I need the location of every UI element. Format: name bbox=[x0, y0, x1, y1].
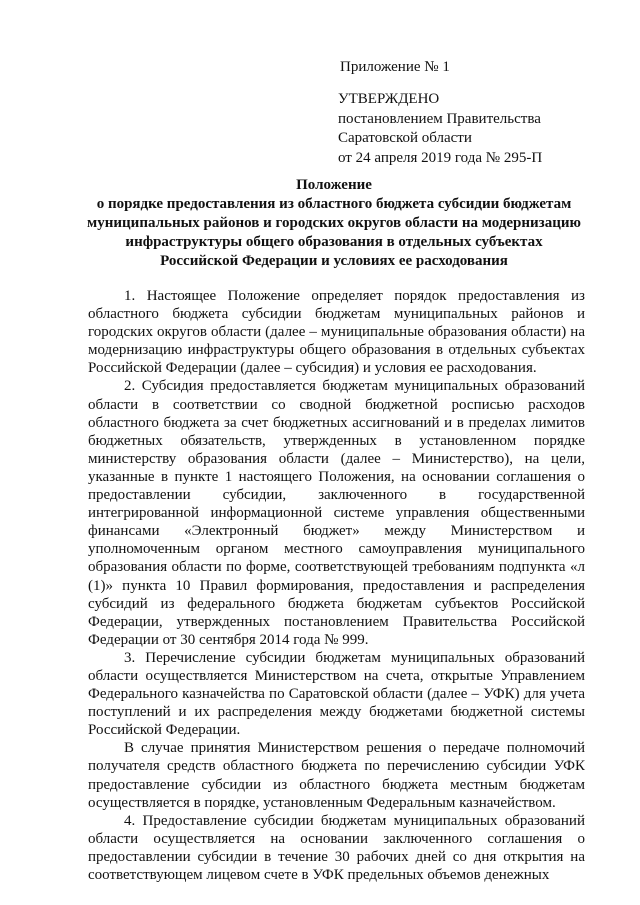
approval-heading: УТВЕРЖДЕНО bbox=[338, 91, 440, 107]
approval-line: постановлением Правительства bbox=[338, 110, 541, 127]
paragraph: 4. Предоставление субсидии бюджетам муниципальных образований области осуществляется на основании заключенного соглашения о предоставлении субсидии в течение 30 рабочих дней со дня открытия на соответствующем лицевом счете в УФК предельных объемов денежных bbox=[88, 812, 585, 883]
approval-date-line: от 24 апреля 2019 года № 295-П bbox=[338, 149, 543, 166]
document-body bbox=[88, 287, 585, 884]
title-line: о порядке предоставления из областного бюджета субсидии бюджетам bbox=[96, 196, 572, 212]
title-line: Положение bbox=[296, 177, 372, 193]
appendix-label: Приложение № 1 bbox=[340, 59, 450, 75]
paragraph: 2. Субсидия предоставляется бюджетам муниципальных образований области в соответствии со сводной бюджетной росписью расходов областного бюджета за счет бюджетных ассигнований и в пределах лимитов бюджетных обязательств, утвержденных в установленном порядке министерству образования области (далее – Министерство), на цели, указанные в пункте 1 настоящего Положения, на основании соглашения о предоставлении субсидии, заключенного в государственной интегрированной информационной системе управления общественными финансами «Электронный бюджет» между Министерством и уполномоченным органом местного самоуправления муниципального образования области по форме, соответствующей требованиям подпункта «л (1)» пункта 10 Правил формирования, предоставления и распределения субсидий из федерального бюджета бюджетам субъектов Российской Федерации, утвержденных постановлением Правительства Российской Федерации от 30 сентября 2014 года № 999. bbox=[88, 378, 585, 648]
document-title bbox=[60, 176, 608, 271]
title-line: муниципальных районов и городских округов области на модернизацию bbox=[87, 215, 581, 231]
title-line: инфраструктуры общего образования в отдельных субъектах bbox=[125, 234, 543, 250]
title-line: Российской Федерации и условиях ее расходования bbox=[160, 253, 508, 269]
paragraph: В случае принятия Министерством решения о передаче полномочий получателя средств областного бюджета по перечислению субсидии УФК предоставление субсидии из областного бюджета местным бюджетам осуществляется в порядке, установленным Федеральным казначейством. bbox=[88, 740, 585, 811]
approval-stamp bbox=[338, 90, 542, 168]
paragraph: 3. Перечисление субсидии бюджетам муниципальных образований области осуществляется Министерством на счета, открытые Управлением Федерального казначейства по Саратовской области (далее – УФК) для учета поступлений и их распределения между бюджетами бюджетной системы Российской Федерации. bbox=[88, 649, 585, 739]
approval-line: Саратовской области bbox=[338, 130, 472, 146]
paragraph: 1. Настоящее Положение определяет порядок предоставления из областного бюджета субсидии бюджетам муниципальных районов и городских округов области (далее – муниципальные образования области) на модернизацию инфраструктуры общего образования в отдельных субъектах Российской Федерации (далее – субсидия) и условия ее расходования. bbox=[88, 288, 585, 377]
